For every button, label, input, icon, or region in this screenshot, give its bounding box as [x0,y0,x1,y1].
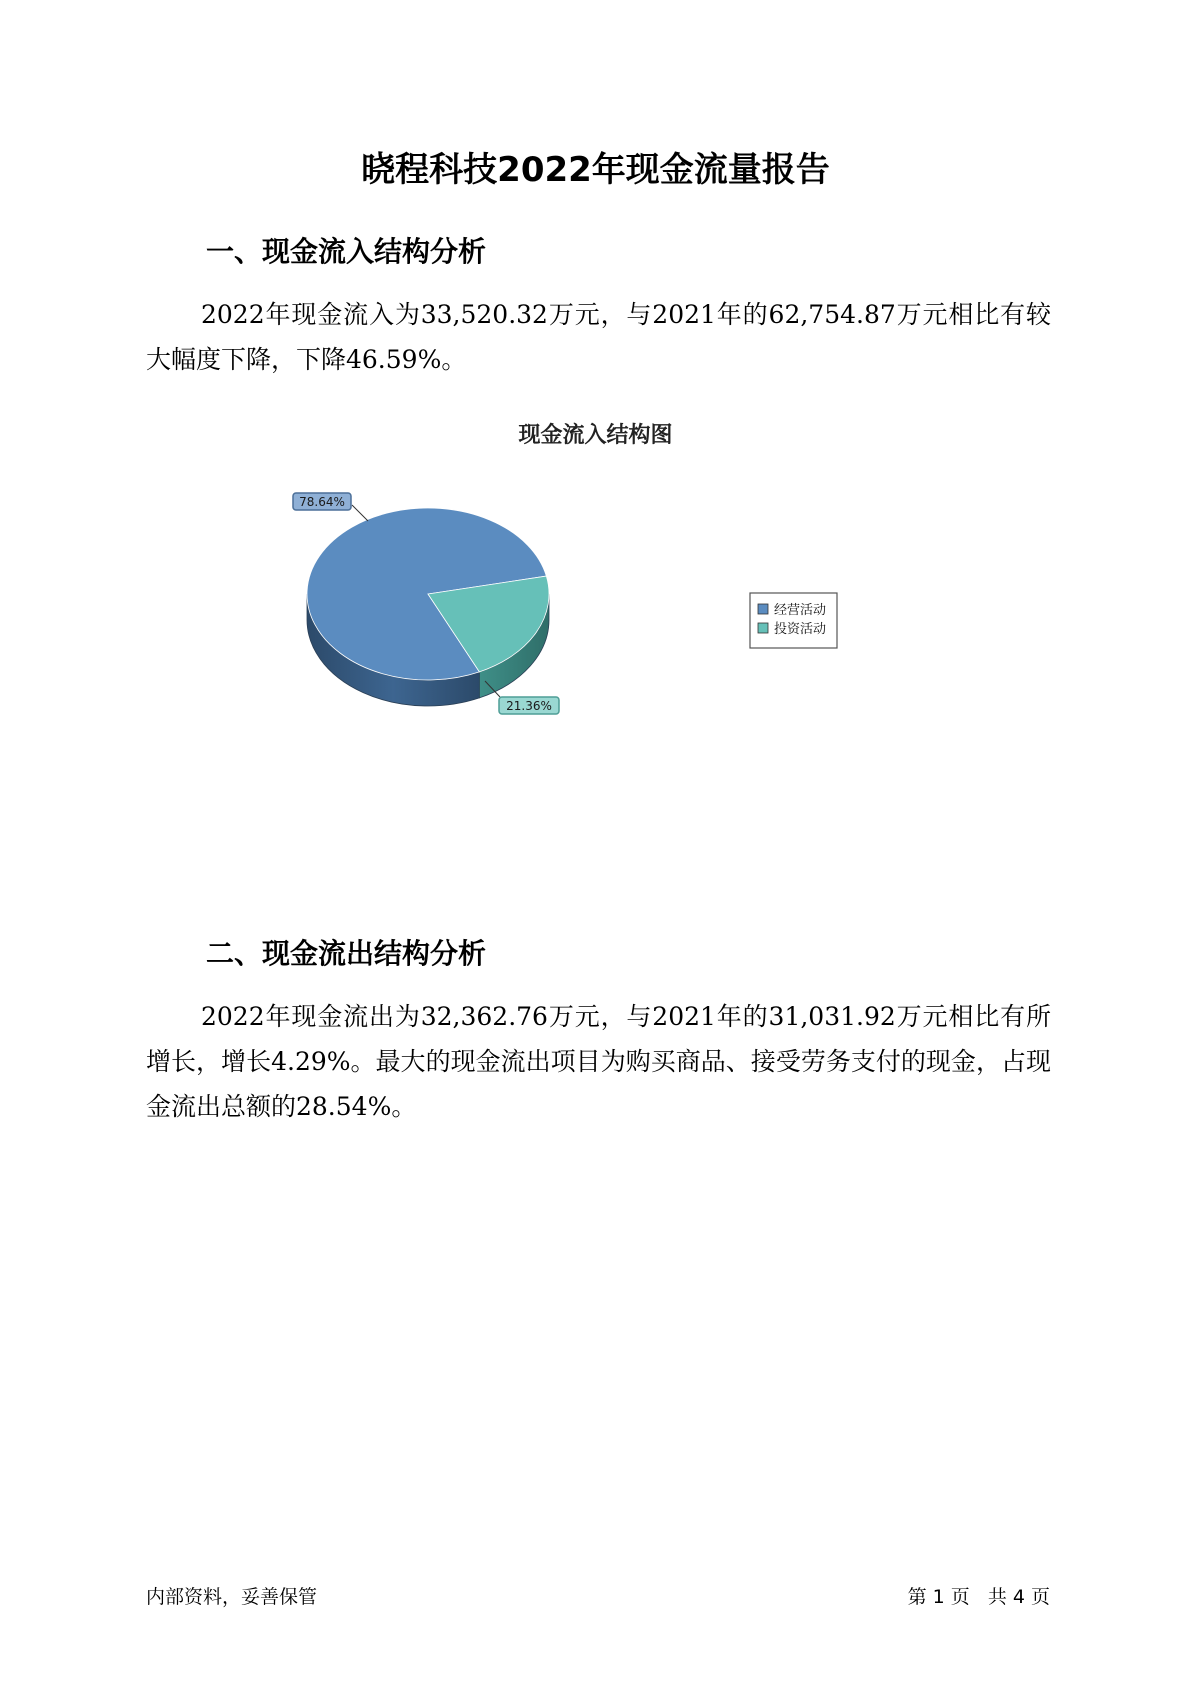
page-prefix: 第 [907,1586,927,1608]
page-suffix: 页 [1030,1586,1050,1608]
section2-paragraph: 2022年现金流出为32,362.76万元，与2021年的31,031.92万元相比有所增长，增长4.29%。最大的现金流出项目为购买商品、接受劳务支付的现金，占现金流出总额的28.54%。 [146,1002,1051,1121]
page-mid: 页 [950,1586,970,1608]
legend-label-1: 投资活动 [774,622,827,637]
data-label-0: 78.64% [299,495,345,509]
legend-label-0: 经营活动 [774,603,827,618]
footer-confidential-note: 内部资料，妥善保管 [146,1586,318,1608]
data-label-leader-0 [352,505,368,521]
page-total: 4 [1012,1586,1025,1608]
page-title: 晓程科技2022年现金流量报告 [361,150,830,190]
page-total-prefix: 共 [987,1586,1007,1608]
section1-paragraph: 2022年现金流入为33,520.32万元，与2021年的62,754.87万元相比有较大幅度下降，下降46.59%。 [146,300,1051,374]
legend-box [750,593,837,648]
footer-page-indicator [890,1582,1050,1609]
cash-inflow-pie-chart [0,0,1191,800]
chart-title: 现金流入结构图 [518,423,673,448]
section2-heading: 二、现金流出结构分析 [206,937,487,970]
legend-swatch-0 [758,604,768,614]
page-current: 1 [932,1586,945,1608]
data-label-1: 21.36% [506,699,552,713]
chart-legend [750,593,837,648]
legend-swatch-1 [758,623,768,633]
section1-heading: 一、现金流入结构分析 [206,235,487,268]
